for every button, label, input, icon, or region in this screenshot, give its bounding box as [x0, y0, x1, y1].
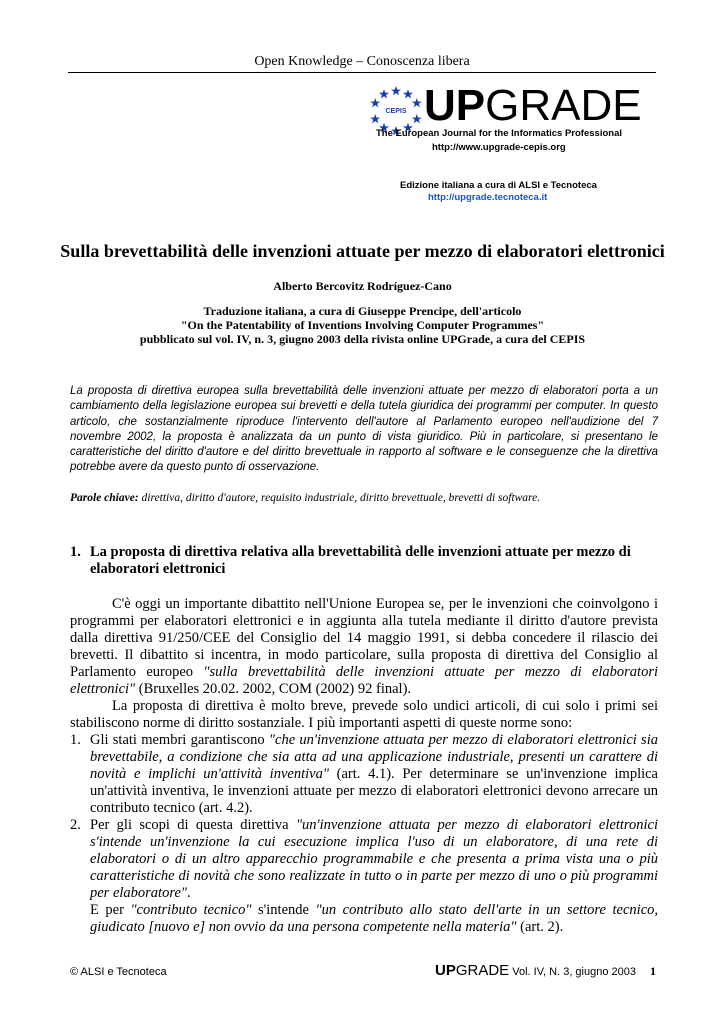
quote-text: "sulla brevettabilità delle invenzioni attuate per mezzo di elaboratori elettronici"	[70, 664, 658, 697]
article-title: Sulla brevettabilità delle invenzioni attuate per mezzo di elaboratori elettronici	[60, 241, 665, 261]
quote-text: "un'invenzione attuata per mezzo di elaboratori elettronici s'intende un'invenzione la cui esecuzione implica l'uso di un elaboratore, di una rete di elaboratori o di un altro apparecchio programmabile e che presenta a prima vista una o più caratteristiche di novità che sono realizzate in tutto o in parte per mezzo di uno o più programmi per elaboratore"	[90, 817, 658, 901]
upgrade-wordmark	[424, 81, 642, 130]
edition-link[interactable]: http://upgrade.tecnoteca.it	[428, 192, 548, 203]
list-marker: 2.	[70, 817, 81, 833]
list-text: E per	[90, 902, 131, 918]
section-heading	[70, 544, 658, 578]
list-marker: 1.	[70, 732, 81, 748]
brand-up: UP	[424, 81, 486, 130]
quote-text: "che un'invenzione attuata per mezzo di elaboratori elettronici sia brevettabile, a condizione che sia atta ad una applicazione industriale, presenti un carattere di novità e implichi un'attività inventiva"	[90, 732, 658, 782]
section-number: 1.	[70, 544, 81, 560]
list-item	[70, 732, 658, 817]
keywords-label: Parole chiave:	[70, 492, 139, 504]
footer-issue-text: Vol. IV, N. 3, giugno 2003	[509, 966, 636, 978]
running-head: Open Knowledge – Conoscenza libera	[68, 54, 656, 73]
list-text: (art. 2).	[516, 919, 564, 935]
keywords-text: direttiva, diritto d'autore, requisito industriale, diritto brevettuale, brevetti di software.	[141, 492, 541, 504]
list-text: .	[186, 885, 191, 901]
footer-issue	[435, 962, 656, 979]
author-name: Alberto Bercovitz Rodríguez-Cano	[273, 279, 452, 293]
translation-line-3: pubblicato sul vol. IV, n. 3, giugno 2003 della rivista online UPGrade, a cura del CEPIS	[139, 332, 586, 346]
list-text: Gli stati membri garantiscono	[90, 732, 269, 748]
list-continuation	[90, 902, 658, 936]
upgrade-logo	[370, 80, 660, 210]
quote-text: "contributo tecnico"	[130, 902, 252, 918]
footer-copyright: © ALSI e Tecnoteca	[70, 966, 167, 978]
logo-url: http://www.upgrade-cepis.org	[432, 142, 566, 153]
section-title: La proposta di direttiva relativa alla brevettabilità delle invenzioni attuate per mezzo di elaboratori elettronici	[90, 544, 631, 577]
paragraph: La proposta di direttiva è molto breve, prevede solo undici articoli, di cui solo i primi sei stabiliscono norme di diritto sostanziale. I più importanti aspetti di queste norme sono:	[70, 698, 658, 731]
body-text	[70, 596, 658, 936]
paragraph-text: (Bruxelles 20.02. 2002, COM (2002) 92 final).	[135, 681, 412, 697]
keywords	[70, 492, 658, 504]
translation-note	[40, 304, 685, 346]
cepis-label: CEPIS	[385, 108, 407, 115]
footer-brand-grade: GRADE	[455, 962, 510, 979]
quote-text: "un contributo allo stato dell'arte in un settore tecnico, giudicato [nuovo e] non ovvio da una persona competente nella materia"	[90, 902, 659, 935]
list-text: (art. 4.1). Per determinare se un'invenzione implica un'attività inventiva, le invenzioni attuate per mezzo di elaboratori elettronici devono arrecare un contributo tecnico (art. 4.2).	[90, 766, 658, 816]
list-text: Per gli scopi di questa direttiva	[90, 817, 296, 833]
logo-tagline: The European Journal for the Informatics Professional	[376, 128, 622, 139]
list-text: s'intende	[251, 902, 316, 918]
paragraph	[70, 596, 658, 698]
paragraph-text: C'è oggi un importante dibattito nell'Unione Europea se, per le invenzioni che coinvolgono i programmi per elaboratori elettronici e in aggiunta alla tutela mediante il diritto d'autore prevista dalla direttiva 91/250/CEE del Consiglio del 14 maggio 1991, si debba concedere il rilascio dei brevetti. Il dibattito si incentra, in modo particolare, sulla proposta di direttiva del Consiglio al Parlamento europeo	[70, 596, 658, 680]
page-number: 1	[650, 964, 656, 978]
footer-brand-up: UP	[435, 962, 456, 979]
translation-line-1: Traduzione italiana, a cura di Giuseppe Prencipe, dell'articolo	[203, 304, 522, 318]
brand-grade: GRADE	[485, 81, 642, 130]
translation-line-2: "On the Patentability of Inventions Involving Computer Programmes"	[180, 318, 545, 332]
list-item	[70, 817, 658, 936]
abstract: La proposta di direttiva europea sulla brevettabilità delle invenzioni attuate per mezzo di elaboratori porta a un cambiamento della legislazione europea sui brevetti e della tutela giuridica dei programmi per computer. In questo articolo, che sostanzialmente riproduce l'intervento dell'autore al Parlamento europeo nell'audizione del 7 novembre 2002, la proposta è analizzata da un punto di vista giuridico. Più in particolare, si presentano le caratteristiche del diritto d'autore e del diritto brevettuale in rapporto al software e le conseguenze che la direttiva potrebbe avere da questo punto di osservazione.	[70, 385, 658, 474]
edition-note: Edizione italiana a cura di ALSI e Tecnoteca	[400, 180, 597, 191]
